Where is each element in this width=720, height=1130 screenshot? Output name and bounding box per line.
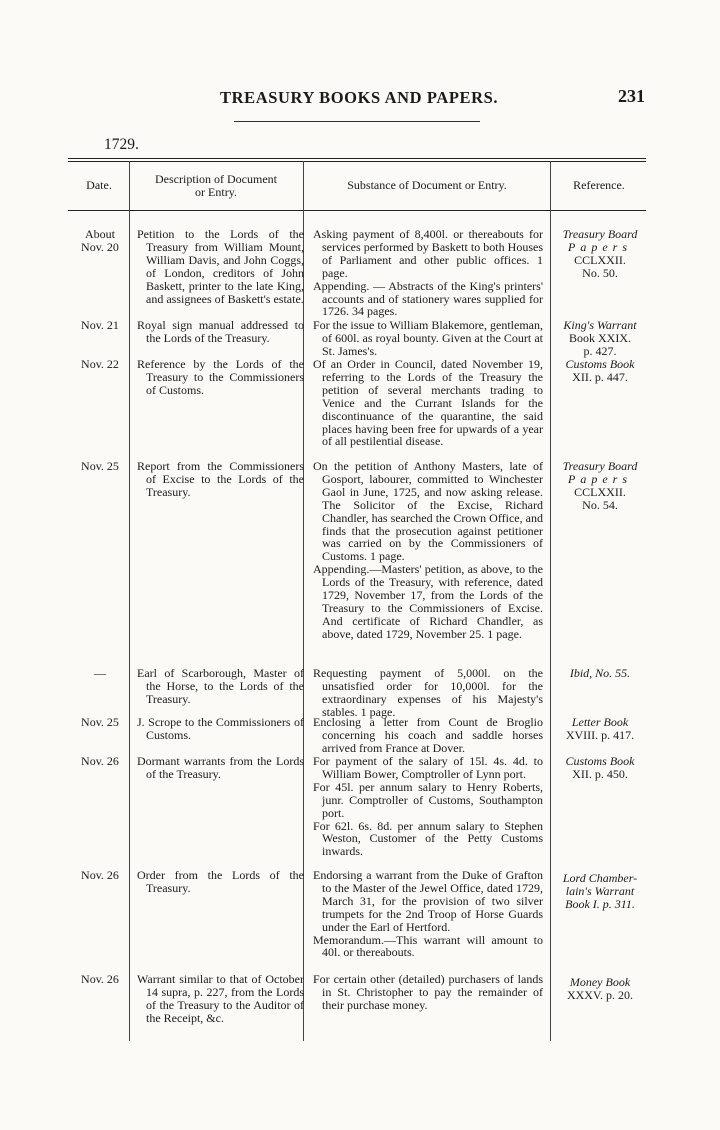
row-description: J. Scrope to the Commissioners of Customs. [137, 715, 304, 742]
row-date: Nov. 26 [81, 754, 119, 768]
row-description: Report from the Commissioners of Excise to the Lords of the Treasury. [137, 459, 304, 499]
row-date: Nov. 25 [81, 459, 119, 473]
row-reference: Treasury Board Papers CCLXXII. No. 54. [562, 459, 638, 512]
header-rule [234, 121, 480, 122]
row-substance: For certain other (detailed) purchasers of lands in St. Christopher to pay the remainder of their purchase money. [313, 972, 543, 1012]
row-description: Order from the Lords of the Treasury. [137, 868, 304, 895]
row-reference: Customs Book XII. p. 450. [565, 754, 635, 781]
row-date: Nov. 26 [81, 868, 119, 882]
col-header-description: Description of Document or Entry. [155, 172, 277, 199]
row-description: Earl of Scarborough, Master of the Horse, to the Lords of the Treasury. [137, 666, 304, 706]
row-date: — [94, 666, 106, 680]
row-reference: Ibid, No. 55. [569, 666, 631, 680]
row-date: Nov. 22 [81, 357, 119, 371]
header-bottom-rule [68, 210, 646, 211]
row-substance: Of an Order in Council, dated November 19, referring to the Lords of the Treasury the petition of several merchants trading to Venice and the Currant Islands for the discontinuance of the quarantine, the said places having been free for upwards of a year of all pestilential disease. [313, 357, 543, 449]
row-date: Nov. 26 [81, 972, 119, 986]
row-substance: On the petition of Anthony Masters, late of Gosport, labourer, committed to Winchester Gaol in June, 1725, and now asking release. The Solicitor of the Excise, Richard Chandler, has searched the Crown Office, and finds that the prosecution against petitioner was carried on by the Commissioners of Customs. 1 page. Appending.—Masters' petition, as above, to the Lords of the Treasury, with reference, dated 1729, November 17, from the Lords of the Treasury to the Commissioners of Excise. And certificate of Richard Chandler, as above, dated 1729, November 25. 1 page. [313, 459, 543, 641]
table-top-rule [68, 158, 646, 159]
row-substance: Asking payment of 8,400l. or thereabouts for services performed by Baskett to both Houses of Parliament and other public offices. 1 page. Appending. — Abstracts of the King's printers' accounts and of stationery wares supplied for 1726. 34 pages. [313, 227, 543, 319]
row-description: Petition to the Lords of the Treasury from William Mount, William Davis, and John Coggs, of London, creditors of John Baskett, printer to the late King, and assignees of Baskett's estate. [137, 227, 304, 306]
page-number: 231 [618, 86, 645, 106]
row-reference: Money Book XXXV. p. 20. [566, 975, 634, 1002]
row-reference: Lord Chamber- lain's Warrant Book I. p. 311. [562, 871, 638, 911]
row-date: About Nov. 20 [81, 227, 119, 254]
col-header-reference: Reference. [573, 178, 625, 192]
column-divider-substance [550, 161, 551, 1041]
row-substance: For the issue to William Blakemore, gentleman, of 600l. as royal bounty. Given at the Court at St. James's. [313, 318, 543, 358]
row-description: Royal sign manual addressed to the Lords of the Treasury. [137, 318, 304, 345]
table-top-rule-double [68, 161, 646, 162]
year-heading: 1729. [104, 136, 139, 153]
row-description: Warrant similar to that of October 14 supra, p. 227, from the Lords of the Treasury to the Auditor of the Receipt, &c. [137, 972, 304, 1025]
row-reference: Letter Book XVIII. p. 417. [565, 715, 635, 742]
row-reference: King's Warrant Book XXIX. p. 427. [563, 318, 637, 358]
row-substance: For payment of the salary of 15l. 4s. 4d. to William Bower, Comptroller of Lynn port. For 45l. per annum salary to Henry Roberts, junr. Comptroller of Customs, Southampton port. For 62l. 6s. 8d. per annum salary to Stephen Weston, Customer of the Petty Customs inwards. [313, 754, 543, 859]
row-description: Reference by the Lords of the Treasury to the Commissioners of Customs. [137, 357, 304, 397]
row-substance: Requesting payment of 5,000l. on the unsatisfied order for 10,000l. for the extraordinary expenses of his Majesty's stables. 1 page. [313, 666, 543, 719]
column-divider-date [129, 161, 130, 1041]
row-description: Dormant warrants from the Lords of the Treasury. [137, 754, 304, 781]
col-header-date: Date. [86, 178, 112, 192]
col-header-substance: Substance of Document or Entry. [347, 178, 507, 192]
row-substance: Enclosing a letter from Count de Broglio concerning his coach and saddle horses arrived from France at Dover. [313, 715, 543, 755]
row-substance: Endorsing a warrant from the Duke of Grafton to the Master of the Jewel Office, dated 1729, March 31, for the provision of two silver trumpets for the 2nd Troop of Horse Guards under the Earl of Hertford. Memorandum.—This warrant will amount to 40l. or thereabouts. [313, 868, 543, 960]
row-reference: Customs Book XII. p. 447. [565, 357, 635, 384]
row-date: Nov. 25 [81, 715, 119, 729]
row-reference: Treasury Board Papers CCLXXII. No. 50. [562, 227, 638, 280]
running-title: TREASURY BOOKS AND PAPERS. [220, 88, 499, 107]
row-date: Nov. 21 [81, 318, 119, 332]
